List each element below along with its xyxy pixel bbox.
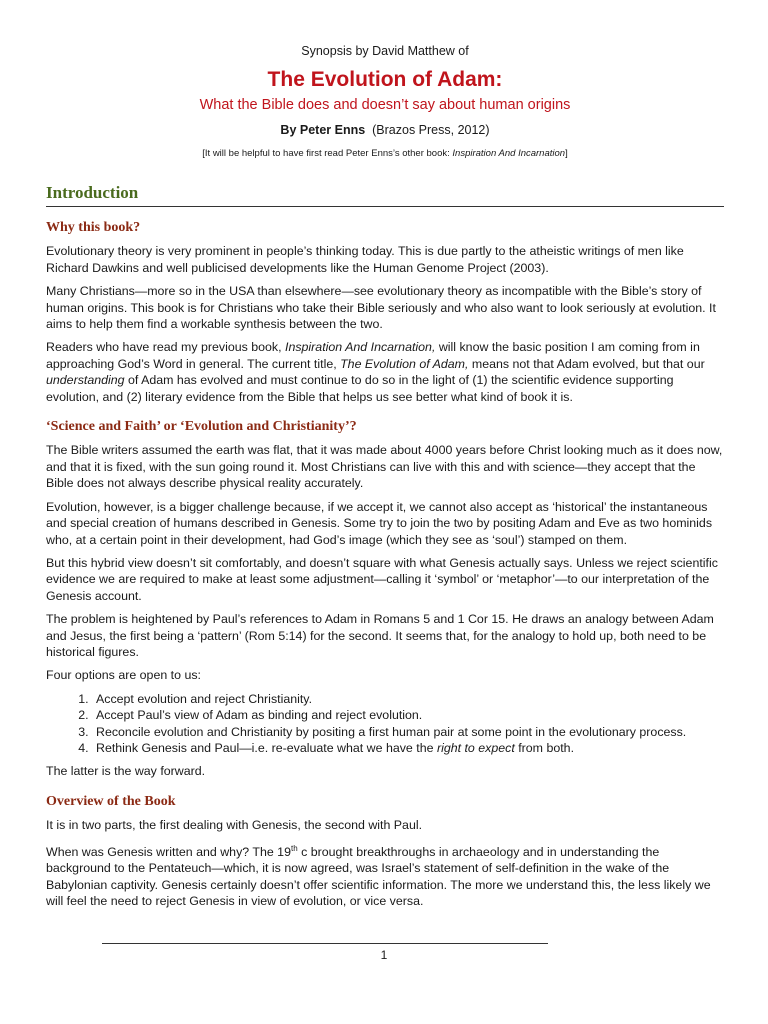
paragraph: Evolution, however, is a bigger challenge because, if we accept it, we cannot also accept as ‘historical’ the instantaneous and special creation of humans described in Genesis. Some try to join the two by positing Adam and Eve as two hominids who, at a certain point in their development, had God’s image (which they see as ‘soul’) stamped on them.: [46, 499, 713, 547]
options-list: [46, 691, 724, 757]
author-name: By Peter Enns: [280, 123, 366, 137]
paragraph: The problem is heightened by Paul’s references to Adam in Romans 5 and 1 Cor 15. He draws an analogy between Adam and Jesus, the first being a ‘pattern’ (Rom 5:14) for the second. It seems that, for the analogy to hold up, both need to be historical figures.: [46, 612, 714, 659]
synopsis-line: Synopsis by David Matthew of: [301, 44, 469, 58]
paragraph: The Bible writers assumed the earth was flat, that it was made about 4000 years before Christ looking much as it does now, and that it is fixed, with the sun going round it. Most Christians can live with this and with science—they accept that the Bible does not always describe physical reality accurately.: [46, 443, 723, 491]
italic-run: understanding: [46, 373, 125, 388]
reading-note: [46, 148, 724, 159]
paragraph: Evolutionary theory is very prominent in people’s thinking today. This is due partly to the atheistic writings of men like Richard Dawkins and well publicised developments like the Human Genome Project (2003).: [46, 244, 684, 275]
list-item: 3. Reconcile evolution and Christianity by positing a first human pair at some point in the evolutionary process.: [92, 724, 724, 740]
paragraph: The latter is the way forward.: [46, 764, 206, 779]
text-run: of Adam has evolved and must continue to do so in the light of (1) the scientific evidence supporting evolution, and (2) literary evidence from the Bible that helps us see better what kind of book it is.: [46, 373, 674, 404]
text-run: from both.: [514, 740, 575, 755]
text-run: Rethink Genesis and Paul—i.e. re-evaluate what we have the: [96, 740, 437, 755]
book-subtitle: What the Bible does and doesn’t say about human origins: [199, 97, 571, 113]
note-text: [It will be helpful to have first read Peter Enns’s other book:: [202, 148, 453, 159]
publisher-info: (Brazos Press, 2012): [372, 123, 490, 137]
paragraph: [46, 339, 724, 405]
text-run: will know the basic position I am coming from in approaching God’s Word in general. The current title,: [46, 340, 700, 371]
overview-heading: Overview of the Book: [46, 793, 176, 809]
list-item: 1. Accept evolution and reject Christianity.: [92, 691, 724, 707]
paragraph: [46, 841, 724, 910]
science-heading: ‘Science and Faith’ or ‘Evolution and Christianity’?: [46, 419, 357, 435]
list-item: 2. Accept Paul’s view of Adam as binding and reject evolution.: [92, 707, 724, 723]
paragraph: Many Christians—more so in the USA than elsewhere—see evolutionary theory as incompatible with the Bible’s story of human origins. This book is for Christians who take their Bible seriously and who also want to look seriously at evolution. It aims to help them find a workable synthesis between the two.: [46, 284, 716, 332]
italic-run: Inspiration And Incarnation,: [285, 340, 436, 355]
text-run: When was Genesis written and why? The 19: [46, 844, 291, 859]
list-item: [92, 740, 724, 756]
paragraph: It is in two parts, the first dealing with Genesis, the second with Paul.: [46, 818, 423, 833]
superscript: th: [290, 843, 298, 853]
book-title: The Evolution of Adam:: [267, 68, 503, 91]
note-book-title: Inspiration And Incarnation: [452, 148, 566, 159]
note-close: ]: [565, 148, 568, 159]
italic-run: right to expect: [436, 740, 515, 755]
text-run: Readers who have read my previous book,: [46, 340, 285, 355]
footer-rule: [102, 943, 548, 944]
text-run: means not that Adam evolved, but that our: [468, 356, 705, 371]
text-run: c brought breakthroughs in archaeology and in understanding the background to the Pentateuch—which, it is now agreed, was Israel’s statement of self-definition in the wake of the Babylonian captivity. Genesis certainly doesn’t offer scientific information. The more we understand this, the less likely we will feel the need to reject Genesis in view of evolution, or vice versa.: [46, 844, 711, 908]
italic-run: The Evolution of Adam,: [340, 356, 469, 371]
byline: [46, 123, 724, 137]
introduction-heading: Introduction: [46, 183, 724, 207]
paragraph: But this hybrid view doesn’t sit comfortably, and doesn’t square with what Genesis actually says. Unless we reject scientific evidence we are required to make at least some adjustment—calling it ‘symbol’ or ‘metaphor’—to our interpretation of the Genesis account.: [46, 555, 718, 603]
paragraph: Four options are open to us:: [46, 668, 201, 683]
why-heading: Why this book?: [46, 220, 141, 235]
main-content: [46, 220, 724, 916]
page-number: 1: [380, 948, 388, 962]
